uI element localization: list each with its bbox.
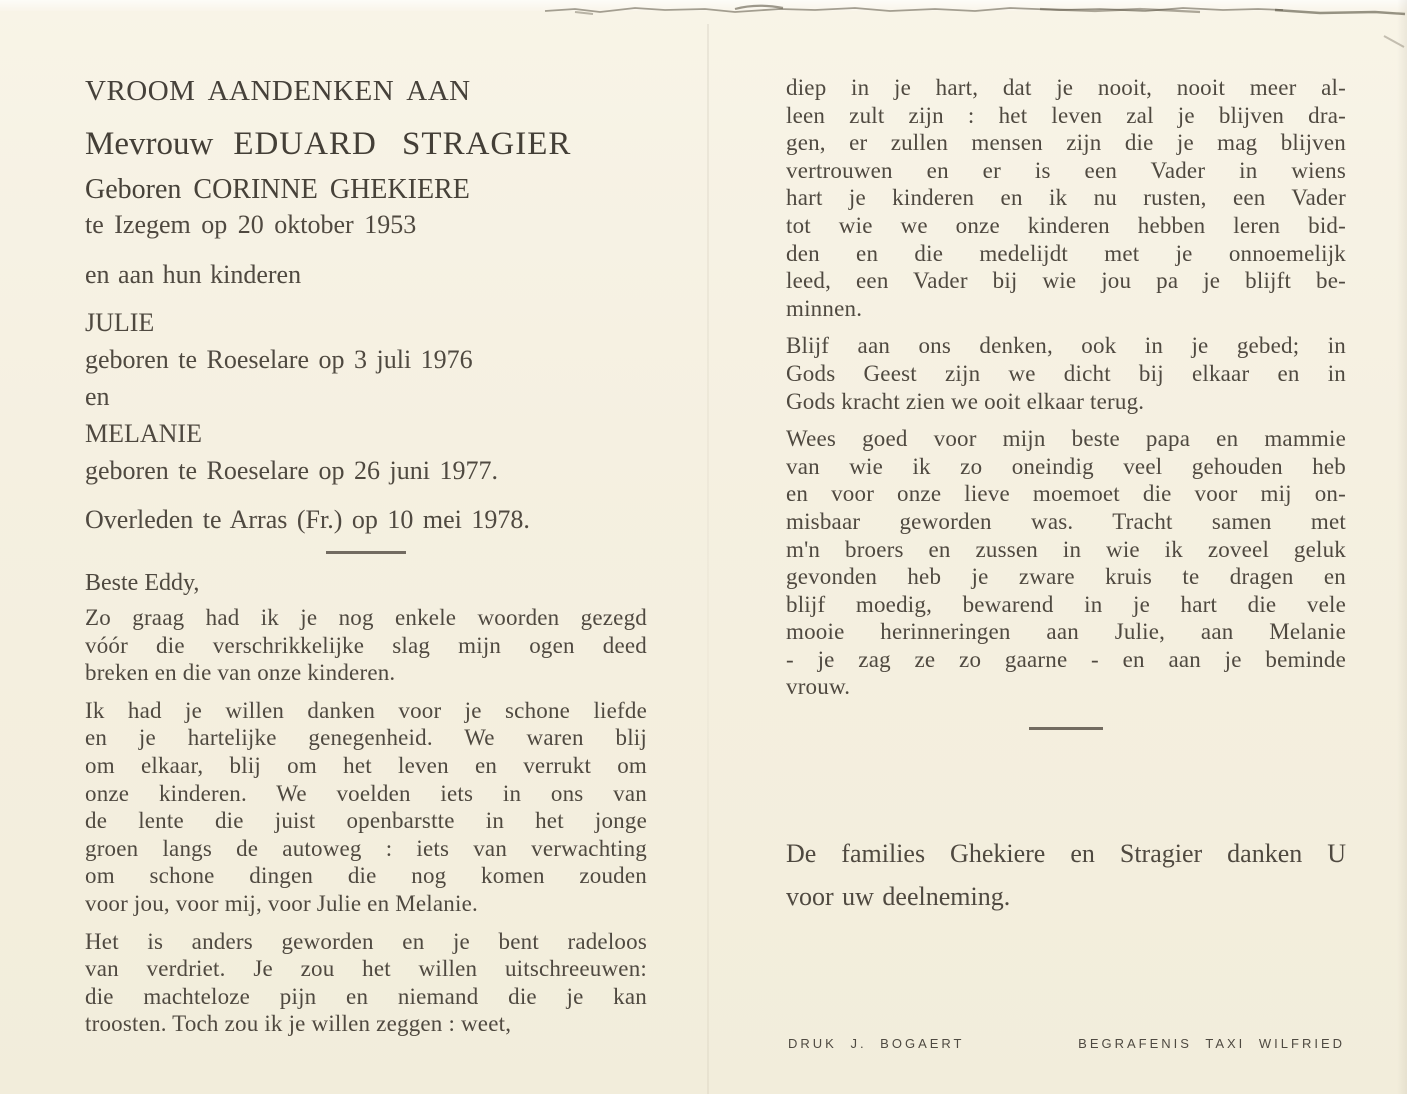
text-line: Gods kracht zien we ooit elkaar terug.: [786, 388, 1145, 414]
maiden-name: CORINNE GHEKIERE: [193, 174, 470, 205]
text-line: gen, er zullen mensen zijn die je mag blijven: [786, 130, 1346, 156]
deceased-name: EDUARD STRAGIER: [233, 126, 572, 162]
paragraph: [85, 604, 647, 687]
text-line: De families Ghekiere en Stragier danken U: [786, 839, 1346, 869]
child-name: JULIE: [85, 308, 155, 337]
children-block: [85, 304, 647, 489]
paragraph: [786, 74, 1346, 322]
deceased-name-line: [85, 124, 647, 164]
birth-place-line: te Izegem op 20 oktober 1953: [85, 210, 417, 239]
text-line: Ik had je willen danken voor je schone liefde: [85, 697, 647, 723]
born-prefix: Geboren: [85, 174, 182, 205]
text-line: voor uw deelneming.: [786, 882, 1011, 912]
child-birth-line: geboren te Roeselare op 3 juli 1976: [85, 345, 473, 374]
text-line: en voor onze lieve moemoet die voor mij on-: [786, 481, 1346, 507]
memorial-heading: VROOM AANDENKEN AAN: [85, 75, 471, 107]
text-line: de lente die juist openbarstte in het jonge: [85, 808, 647, 834]
text-line: vrouw.: [786, 674, 851, 700]
printer-credit: DRUK J. BOGAERT: [788, 1036, 965, 1051]
printer-footer: [788, 1036, 1345, 1051]
text-line: troosten. Toch zou ik je willen zeggen : weet,: [85, 1011, 512, 1037]
text-line: Gods Geest zijn we dicht bij elkaar en in: [786, 360, 1346, 386]
text-line: groen langs de autoweg : iets van verwachting: [85, 835, 647, 861]
text-line: hart je kinderen en ik nu rusten, een Vader: [786, 185, 1346, 211]
paragraph: [786, 425, 1346, 701]
text-line: Blijf aan ons denken, ook in je gebed; in: [786, 333, 1346, 359]
right-column: [786, 0, 1346, 918]
text-line: die machteloze pijn en niemand die je kan: [85, 983, 647, 1009]
paragraph: [85, 697, 647, 918]
text-line: vertrouwen en er is een Vader in wiens: [786, 157, 1346, 183]
child-name: MELANIE: [85, 419, 202, 448]
left-column: [85, 0, 647, 1038]
funeral-service-credit: BEGRAFENIS TAXI WILFRIED: [1078, 1036, 1345, 1051]
maiden-name-line: [85, 172, 647, 208]
text-line: tot wie we onze kinderen hebben leren bid-: [786, 212, 1346, 238]
text-line: van verdriet. Je zou het willen uitschreeuwen:: [85, 956, 647, 982]
death-line: Overleden te Arras (Fr.) op 10 mei 1978.: [85, 505, 530, 534]
text-line: om schone dingen die nog komen zouden: [85, 863, 647, 889]
text-line: Wees goed voor mijn beste papa en mammie: [786, 426, 1346, 452]
text-line: diep in je hart, dat je nooit, nooit meer al-: [786, 75, 1346, 100]
text-line: vóór die verschrikkelijke slag mijn ogen deed: [85, 632, 647, 658]
text-line: Het is anders geworden en je bent radeloos: [85, 928, 647, 954]
text-line: blijf moedig, bewarend in je hart die vele: [786, 591, 1346, 617]
separator-rule: [1029, 727, 1103, 730]
text-line: Zo graag had ik je nog enkele woorden gezegd: [85, 605, 647, 630]
salutation: Beste Eddy,: [85, 570, 200, 596]
text-line: om elkaar, blij om het leven en verrukt om: [85, 752, 647, 778]
text-line: en je hartelijke genegenheid. We waren blij: [85, 725, 647, 751]
text-line: minnen.: [786, 295, 863, 321]
paragraph: [85, 928, 647, 1038]
text-line: leen zult zijn : het leven zal je blijven dra-: [786, 102, 1346, 128]
family-thanks: [786, 832, 1346, 918]
name-prefix: Mevrouw: [85, 126, 214, 162]
center-fold-crease: [707, 24, 709, 1094]
text-line: voor jou, voor mij, voor Julie en Melanie.: [85, 890, 478, 916]
text-line: den en die medelijdt met je onnoemelijk: [786, 240, 1346, 266]
text-line: m'n broers en zussen in wie ik zoveel geluk: [786, 536, 1346, 562]
right-edge-shading: [1397, 0, 1407, 1094]
text-line: van wie ik zo oneindig veel gehouden heb: [786, 453, 1346, 479]
text-line: mooie herinneringen aan Julie, aan Melanie: [786, 619, 1346, 645]
child-birth-line: geboren te Roeselare op 26 juni 1977.: [85, 456, 498, 485]
children-connector: en: [85, 382, 110, 411]
text-line: misbaar geworden was. Tracht samen met: [786, 508, 1346, 534]
text-line: leed, een Vader bij wie jou pa je blijft be-: [786, 268, 1346, 294]
separator-rule: [326, 551, 406, 554]
text-line: onze kinderen. We voelden iets in ons van: [85, 780, 647, 806]
children-intro: en aan hun kinderen: [85, 260, 302, 289]
paragraph: [786, 332, 1346, 415]
text-line: - je zag ze zo gaarne - en aan je beminde: [786, 646, 1346, 672]
text-line: breken en die van onze kinderen.: [85, 660, 396, 686]
text-line: gevonden heb je zware kruis te dragen en: [786, 564, 1346, 590]
